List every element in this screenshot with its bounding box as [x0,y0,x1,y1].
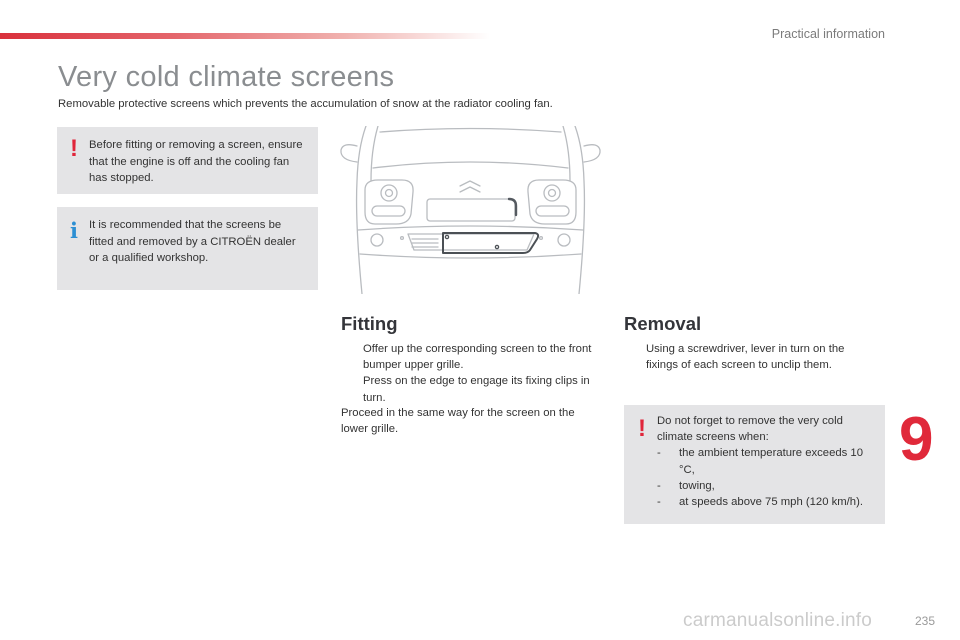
header-accent-bar [0,33,490,39]
removal-title: Removal [624,313,702,334]
list-item [624,341,874,373]
warning-icon: ! [70,135,78,162]
warning-note-text: Before fitting or removing a screen, ensure that the engine is off and the cooling fan has stopped. [89,139,303,184]
info-note-text: It is recommended that the screens be fitted and removed by a CITROËN dealer or a qualified workshop. [89,219,296,264]
list-item [657,478,873,494]
chapter-number: 9 [899,405,934,474]
dash-bullet: - [657,479,661,492]
watermark: carmanualsonline.info [683,610,873,631]
page-number: 235 [915,614,936,628]
list-item [657,494,873,510]
removal-steps [624,341,874,373]
intro-text: Removable protective screens which prevents the accumulation of snow at the radiator cooling fan. [58,98,553,110]
list-item [341,341,603,373]
page-title: Very cold climate screens [58,61,395,93]
reminder-item-text: towing, [679,479,715,492]
reminder-note [624,405,885,524]
fitting-steps [341,341,603,406]
reminder-list [657,445,873,510]
fitting-note: Proceed in the same way for the screen on the lower grille. [341,407,575,436]
car-front-illustration [338,126,603,294]
info-icon: i [70,218,78,243]
reminder-item-text: the ambient temperature exceeds 10 °C, [679,447,863,476]
fitting-step-text: Offer up the corresponding screen to the front bumper upper grille. [363,343,592,372]
removal-step-text: Using a screwdriver, lever in turn on the fixings of each screen to unclip them. [646,343,845,372]
warning-icon: ! [638,415,646,442]
reminder-intro: Do not forget to remove the very cold climate screens when: [657,415,843,444]
fitting-title: Fitting [341,313,398,334]
list-item [341,373,603,405]
fitting-step-text: Press on the edge to engage its fixing clips in turn. [363,375,590,404]
section-header: Practical information [771,27,885,41]
warning-note [57,127,318,194]
dash-bullet: - [657,447,661,460]
info-note [57,207,318,290]
reminder-item-text: at speeds above 75 mph (120 km/h). [679,496,863,509]
dash-bullet: - [657,496,661,509]
list-item [657,445,873,477]
